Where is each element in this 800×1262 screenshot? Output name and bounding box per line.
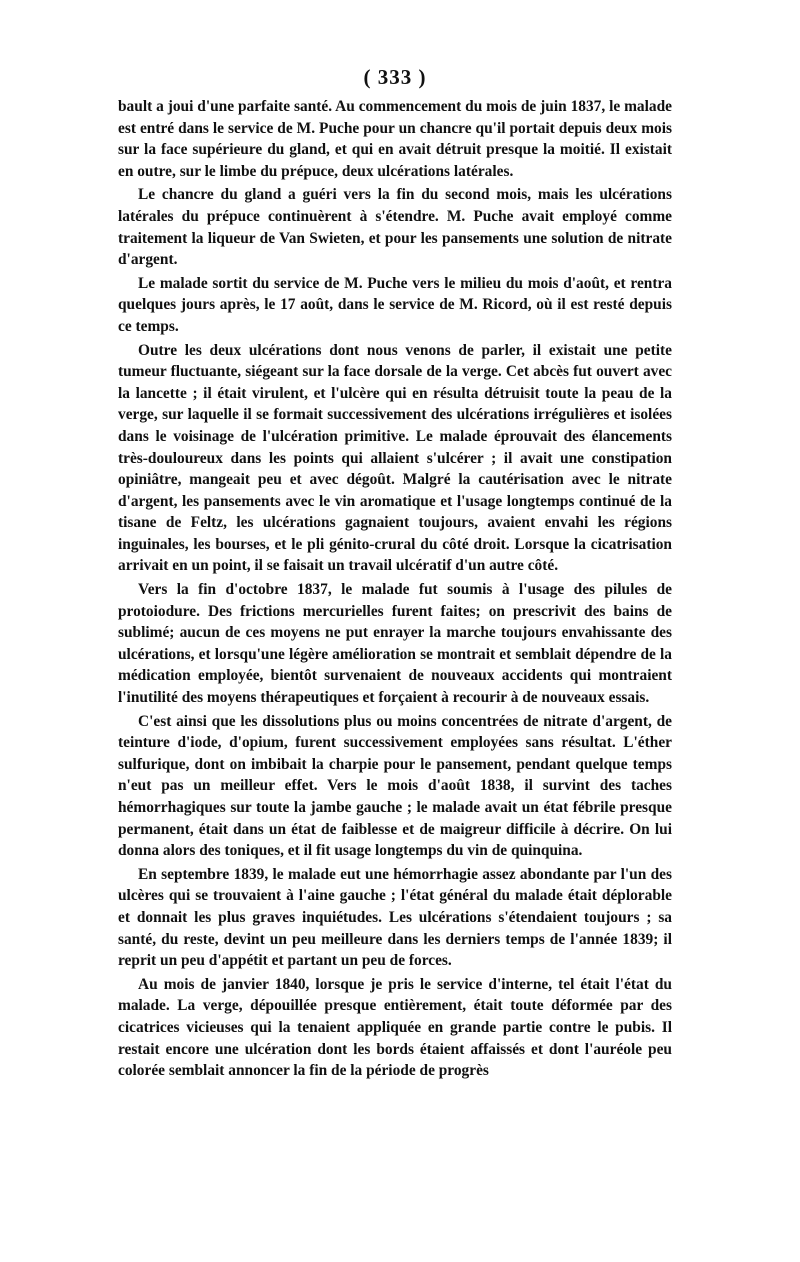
page-number: ( 333 ) [363,65,427,89]
paragraph-2: Le chancre du gland a guéri vers la fin du second mois, mais les ulcérations latérales du prépuce continuèrent à s'étendre. M. Puche avait employé comme traitement la liqueur de Van Swieten, et pour les pansements une solution de nitrate d'argent. [118,186,672,269]
paragraph-8: Au mois de janvier 1840, lorsque je pris le service d'interne, tel était l'état du malade. La verge, dépouillée presque entièrement, était toute déformée par des cicatrices vicieuses qui la tenaient appliquée en grande partie contre le pubis. Il restait encore une ulcération dont les bords étaient affaissés et dont l'auréole peu colorée semblait annoncer la fin de la période de progrès [118,975,672,1080]
paragraph-4: Outre les deux ulcérations dont nous venons de parler, il existait une petite tumeur fluctuante, siégeant sur la face dorsale de la verge. Cet abcès fut ouvert avec la lancette ; il était virulent, et l'ulcère qui en résulta détruisit toute la peau de la verge, sur laquelle il se formait successivement des ulcérations irrégulières et isolées dans le voisinage de l'ulcération primitive. Le malade éprouvait des élancements très-douloureux dans les points qui allaient s'ulcérer ; il avait une constipation opiniâtre, mangeait peu et avec dégoût. Malgré la cautérisation avec le nitrate d'argent, les pansements avec le vin aromatique et l'usage longtemps continué de la tisane de Feltz, les ulcérations gagnaient toujours, avaient envahi les régions inguinales, les bourses, et le pli génito-crural du côté droit. Lorsque la cicatrisation arrivait en un point, il se faisait un travail ulcératif d'un autre côté. [118,341,672,575]
paragraph-3: Le malade sortit du service de M. Puche vers le milieu du mois d'août, et rentra quelques jours après, le 17 août, dans le service de M. Ricord, où il est resté depuis ce temps. [118,274,672,335]
paragraph-5: Vers la fin d'octobre 1837, le malade fut soumis à l'usage des pilules de protoiodure. Des frictions mercurielles furent faites; on prescrivit des bains de sublimé; aucun de ces moyens ne put enrayer la marche toujours envahissante des ulcérations, et lorsqu'une légère amélioration se montrait et semblait dépendre de la médication employée, bientôt survenaient de nouveaux accidents qui montraient l'inutilité des moyens thérapeutiques et forçaient à recourir à de nouveaux essais. [118,581,672,707]
paragraph-1: bault a joui d'une parfaite santé. Au commencement du mois de juin 1837, le malade est entré dans le service de M. Puche pour un chancre qu'il portait depuis deux mois sur la face supérieure du gland, et qui en avait détruit presque la moitié. Il existait en outre, sur le limbe du prépuce, deux ulcérations latérales. [118,98,672,180]
paragraph-7: En septembre 1839, le malade eut une hémorrhagie assez abondante par l'un des ulcères qui se trouvaient à l'aine gauche ; l'état général du malade était déplorable et donnait les plus graves inquiétudes. Les ulcérations s'étendaient toujours ; sa santé, du reste, devint un peu meilleure dans les derniers temps de l'année 1839; il reprit un peu d'appétit et partant un peu de forces. [118,865,672,970]
book-page [118,62,672,1084]
paragraph-6: C'est ainsi que les dissolutions plus ou moins concentrées de nitrate d'argent, de teinture d'iode, d'opium, furent successivement employées sans résultat. L'éther sulfurique, dont on imbibait la charpie pour le pansement, pendant quelque temps n'eut pas un meilleur effet. Vers le mois d'août 1838, il survint des taches hémorrhagiques sur toute la jambe gauche ; le malade avait un état fébrile presque permanent, était dans un état de faiblesse et de maigreur difficile à décrire. On lui donna alors des toniques, et il fit usage longtemps du vin de quinquina. [118,712,672,860]
